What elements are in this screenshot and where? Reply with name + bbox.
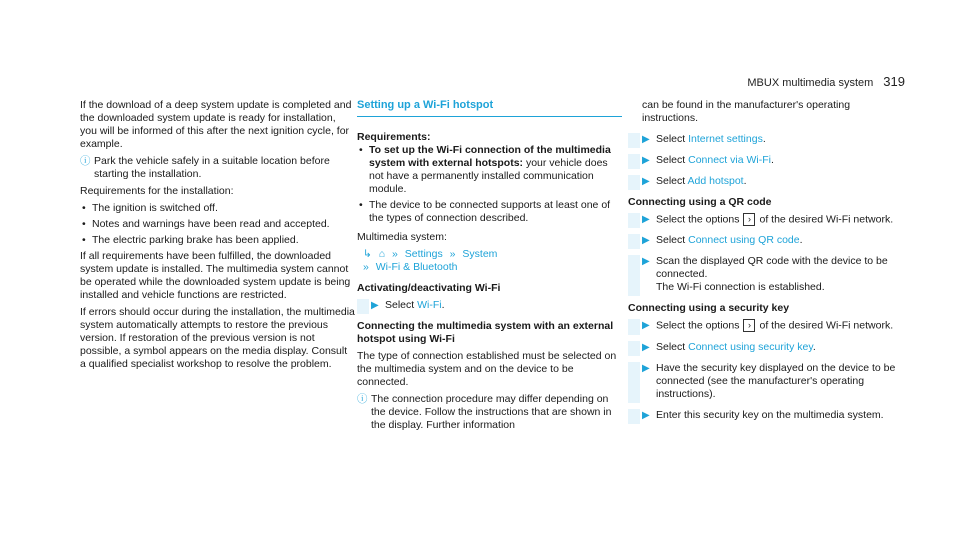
step-arrow-icon: ▶: [642, 256, 650, 268]
column-left: [80, 99, 355, 375]
scan-text: Scan the displayed QR code with the device to be connected.: [656, 255, 888, 281]
step-label: Select: [656, 340, 686, 353]
step-scan-qr: [628, 255, 908, 294]
requirement-item: • The device to be connected supports at least one of the types of connection described.: [357, 199, 622, 225]
page-number: 319: [883, 74, 905, 89]
step-bar: [628, 341, 640, 356]
info-text: Park the vehicle safely in a suitable location before starting the installation.: [94, 155, 330, 180]
step-label: Select: [656, 154, 686, 166]
chevron-double-icon: »: [363, 261, 369, 273]
nav-label: Multimedia system:: [357, 231, 447, 243]
step-arrow-icon: ▶: [642, 155, 650, 166]
step-select-wifi: ▶ Select Wi-Fi.: [357, 299, 622, 312]
step-bar: [628, 213, 640, 228]
have-key-text: Have the security key displayed on the device to be connected (see the manufacturer's operating instructions).: [656, 361, 896, 400]
step-options-qr: [628, 213, 908, 226]
step-label: Select: [656, 133, 686, 145]
step-arrow-icon: ▶: [371, 300, 379, 311]
step-bar: [628, 319, 640, 334]
chevron-right-icon: ›: [743, 213, 755, 226]
link-connect-security-key[interactable]: Connect using security key: [688, 340, 813, 353]
nav-wifi-bluetooth: Wi-Fi & Bluetooth: [375, 261, 458, 273]
step-arrow-icon: ▶: [642, 320, 650, 332]
enter-key-text: Enter this security key on the multimedia system.: [656, 408, 884, 421]
page-header: [747, 75, 905, 90]
step-arrow-icon: ▶: [642, 362, 650, 374]
step-connect-wifi: ▶ Select Connect via Wi-Fi.: [628, 154, 908, 167]
info-icon: ⓘ: [357, 393, 368, 405]
link-wifi[interactable]: Wi-Fi: [417, 299, 442, 311]
continued-text: can be found in the manufacturer's operating instructions.: [642, 99, 851, 124]
options-text: Select the options: [656, 319, 740, 332]
step-select-key: ▶ Select Connect using security key.: [628, 341, 908, 354]
chevron-right-icon: ›: [743, 319, 755, 332]
requirements-label: Requirements:: [357, 131, 431, 143]
step-label: Select: [385, 299, 415, 311]
step-options-key: [628, 319, 908, 332]
step-add-hotspot: ▶ Select Add hotspot.: [628, 175, 908, 188]
step-enter-key: [628, 409, 908, 422]
intro-paragraph: If the download of a deep system update is completed and the downloaded system update is ready for installation, you will be informed of this after the next ignition cycle, for example.: [80, 99, 352, 150]
section-title: Setting up a Wi-Fi hotspot: [357, 99, 622, 117]
step-label: Select: [656, 234, 686, 247]
step-bar: [357, 299, 369, 314]
info-note: [80, 155, 355, 181]
chevron-double-icon: »: [449, 248, 456, 260]
scan-result: The Wi-Fi connection is established.: [656, 281, 825, 294]
column-middle: [357, 99, 622, 436]
link-add-hotspot[interactable]: Add hotspot: [687, 175, 744, 187]
step-arrow-icon: ▶: [642, 214, 650, 225]
link-internet-settings[interactable]: Internet settings: [688, 133, 763, 145]
nav-system: System: [462, 248, 498, 260]
step-bar: [628, 154, 640, 169]
step-arrow-icon: ▶: [642, 409, 650, 421]
step-select-qr: ▶ Select Connect using QR code.: [628, 234, 908, 247]
options-text: of the desired Wi-Fi network.: [759, 319, 894, 332]
return-arrow-icon: ↳: [363, 248, 372, 260]
requirement-rest: your vehicle does not have a permanently installed communication module.: [369, 157, 608, 195]
nav-settings: Settings: [404, 248, 443, 260]
requirement-bold: To set up the Wi-Fi connection of the multimedia system with external hotspots:: [369, 144, 611, 169]
requirement-item: [357, 144, 622, 196]
info-icon: ⓘ: [80, 155, 91, 167]
step-bar: [628, 255, 640, 296]
step-arrow-icon: ▶: [642, 134, 650, 145]
bullet-item: • Notes and warnings have been read and accepted.: [80, 218, 355, 231]
bullet-item: • The electric parking brake has been applied.: [80, 234, 355, 247]
link-connect-via-wifi[interactable]: Connect via Wi-Fi: [688, 154, 771, 166]
info-note: [357, 393, 622, 432]
step-bar: [628, 234, 640, 249]
step-bar: [628, 175, 640, 190]
navigation-path: [357, 248, 622, 274]
manual-title: MBUX multimedia system: [747, 77, 874, 89]
security-key-heading: Connecting using a security key: [628, 302, 790, 315]
step-bar: [628, 409, 640, 424]
step-arrow-icon: ▶: [642, 176, 650, 187]
options-text: Select the options: [656, 213, 740, 226]
step-label: Select: [656, 175, 686, 187]
home-icon: ⌂: [378, 248, 386, 260]
step-arrow-icon: ▶: [642, 235, 650, 247]
column-right: [628, 99, 908, 430]
chevron-double-icon: »: [392, 248, 398, 260]
connecting-paragraph: The type of connection established must be selected on the multimedia system and on the device to be connected.: [357, 350, 617, 388]
bullet-item: • The ignition is switched off.: [80, 202, 355, 215]
link-connect-qr[interactable]: Connect using QR code: [688, 234, 800, 247]
connecting-heading: Connecting the multimedia system with an external hotspot using Wi-Fi: [357, 320, 614, 345]
requirements-intro: Requirements for the installation:: [80, 185, 234, 197]
activating-heading: Activating/deactivating Wi-Fi: [357, 282, 501, 294]
options-text: of the desired Wi-Fi network.: [759, 213, 894, 226]
errors-paragraph: If errors should occur during the installation, the multimedia system automatically attempts to restore the previous version. If restoration of the previous version is not possible, a symbol appears on the media display. Consult a qualified specialist workshop to resolve the problem.: [80, 306, 355, 370]
step-internet-settings: ▶ Select Internet settings.: [628, 133, 908, 146]
info-text: The connection procedure may differ depending on the device. Follow the instructions that are shown in the display. Further information: [371, 393, 612, 431]
step-bar: [628, 362, 640, 403]
step-bar: [628, 133, 640, 148]
install-paragraph: If all requirements have been fulfilled, the downloaded system update is installed. The multimedia system cannot be operated while the downloaded system update is being installed and vehicle functions are restricted.: [80, 250, 351, 301]
qr-heading: Connecting using a QR code: [628, 196, 772, 208]
step-have-key: [628, 362, 908, 401]
step-arrow-icon: ▶: [642, 341, 650, 353]
